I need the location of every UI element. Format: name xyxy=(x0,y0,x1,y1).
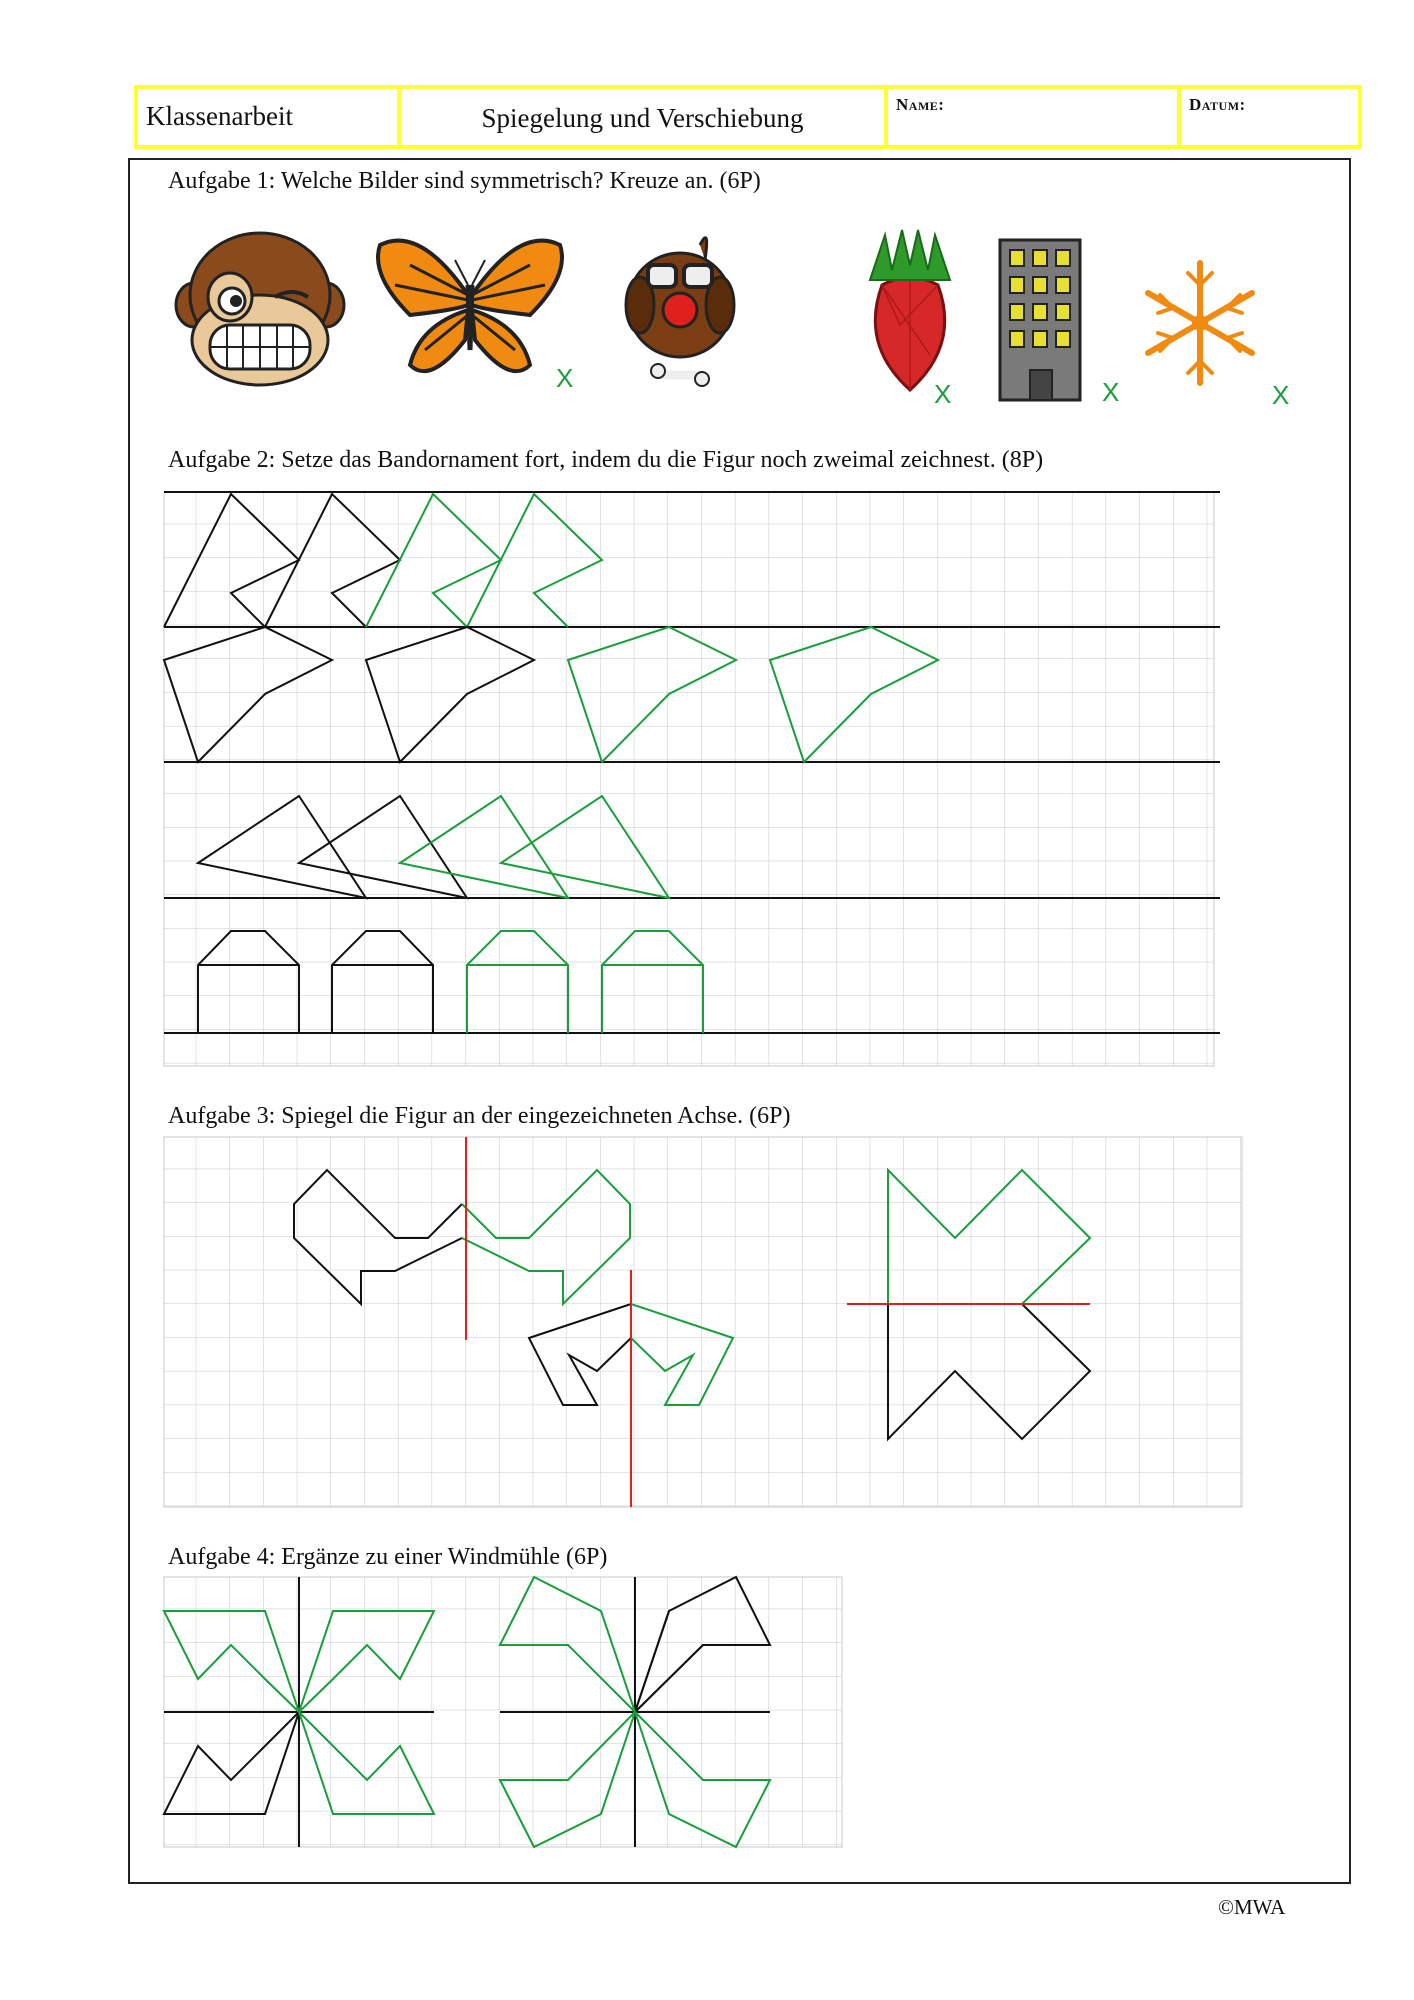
task-1-title: Aufgabe 1: Welche Bilder sind symmetrisch? Kreuze an. (6P) xyxy=(168,168,761,194)
check-mark-butterfly[interactable]: X xyxy=(556,363,574,393)
monkey-picture[interactable] xyxy=(176,233,344,385)
header-cell-topic xyxy=(401,89,888,145)
header-table xyxy=(134,85,1362,149)
header-cell-date[interactable] xyxy=(1181,89,1358,145)
task-4-title: Aufgabe 4: Ergänze zu einer Windmühle (6P) xyxy=(168,1544,608,1570)
strawberry-picture[interactable] xyxy=(870,230,950,390)
snowflake-picture[interactable] xyxy=(1148,263,1252,383)
building-picture[interactable] xyxy=(1000,240,1080,400)
copyright: ©MWA xyxy=(1218,1895,1286,1919)
task-3-title: Aufgabe 3: Spiegel die Figur an der eingezeichneten Achse. (6P) xyxy=(168,1103,791,1129)
header-cell-type xyxy=(138,89,401,145)
header-topic: Spiegelung und Verschiebung xyxy=(481,103,804,133)
date-label: Datum: xyxy=(1189,95,1246,114)
check-mark-building[interactable]: X xyxy=(1102,377,1120,407)
header-type-label: Klassenarbeit xyxy=(146,101,293,131)
header-cell-name[interactable] xyxy=(888,89,1181,145)
band-ornament-grid xyxy=(162,490,1224,1070)
check-mark-strawberry[interactable]: X xyxy=(934,379,952,409)
windmill-grid xyxy=(162,1575,852,1850)
butterfly-picture[interactable] xyxy=(378,241,562,372)
task-1-pictures xyxy=(170,225,1300,415)
dog-picture[interactable] xyxy=(626,238,734,386)
name-label: Name: xyxy=(896,95,945,114)
reflection-grid xyxy=(162,1135,1252,1510)
check-mark-snowflake[interactable]: X xyxy=(1272,380,1290,410)
task-2-title: Aufgabe 2: Setze das Bandornament fort, indem du die Figur noch zweimal zeichnest. (8P) xyxy=(168,447,1044,473)
